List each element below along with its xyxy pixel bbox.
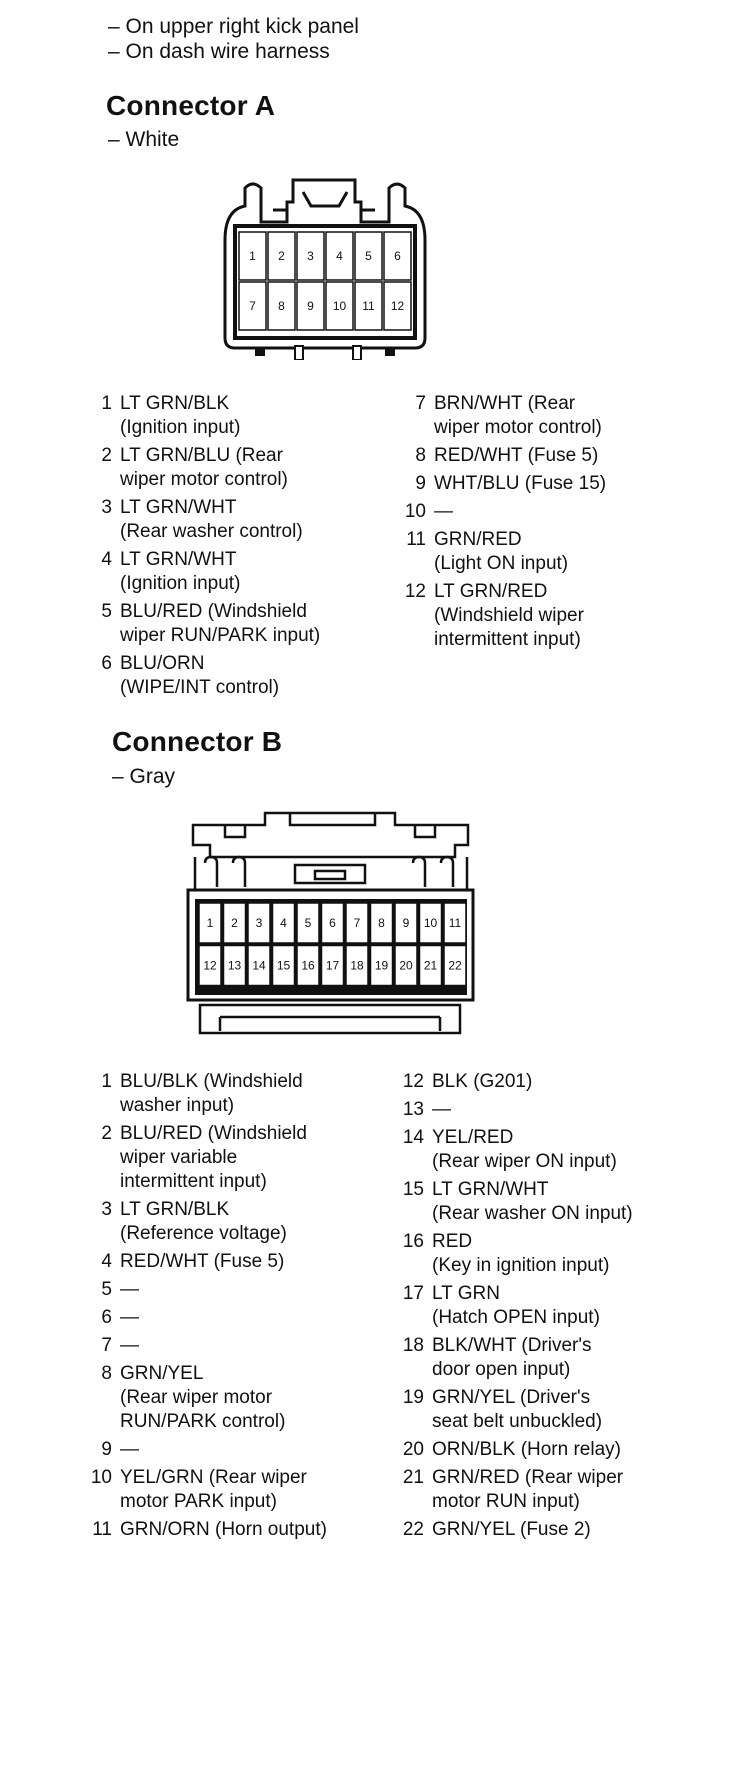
connector-a-pins-right [400, 392, 740, 656]
pin-wire-description: — [120, 1335, 139, 1356]
pin-number: 22 [402, 1519, 424, 1540]
pin-entry [398, 1438, 748, 1462]
connector-b-pins-right [398, 1070, 748, 1546]
pin-entry [400, 472, 740, 496]
cavity-number: 7 [353, 916, 361, 930]
pin-wire-description: LT GRN/WHT (Rear washer ON input) [432, 1179, 633, 1224]
pin-wire-description: BLK (G201) [432, 1071, 533, 1092]
cavity-number: 12 [203, 958, 217, 973]
pin-entry [86, 1198, 416, 1246]
pin-entry [398, 1466, 748, 1514]
pin-entry [86, 1278, 416, 1302]
pin-number: 18 [402, 1335, 424, 1356]
pin-number: 12 [404, 581, 426, 602]
pin-wire-description: LT GRN/WHT (Ignition input) [120, 549, 241, 594]
cavity-number: 12 [390, 299, 405, 313]
pin-wire-description: LT GRN/BLK (Reference voltage) [120, 1199, 287, 1244]
cavity-number: 6 [329, 916, 336, 930]
pin-entry [86, 652, 406, 700]
pin-number: 6 [101, 1307, 112, 1328]
pin-wire-description: LT GRN/WHT (Rear washer control) [120, 497, 303, 542]
pin-number: 19 [402, 1387, 424, 1408]
pin-entry [86, 444, 406, 492]
pin-number: 13 [402, 1099, 424, 1120]
cavity-number: 7 [249, 299, 256, 313]
pin-wire-description: LT GRN/BLK (Ignition input) [120, 393, 241, 438]
connector-a-pins-left [86, 392, 406, 704]
pin-number: 2 [101, 1123, 112, 1144]
cavity-number: 8 [378, 916, 385, 930]
pin-number: 14 [402, 1127, 424, 1148]
pin-wire-description: — [120, 1439, 139, 1460]
pin-entry [400, 580, 740, 652]
location-item: – On upper right kick panel [108, 15, 359, 38]
cavity-number: 10 [332, 299, 347, 313]
cavity-number: 19 [374, 958, 389, 973]
pin-number: 3 [101, 497, 112, 518]
pin-entry [86, 392, 406, 440]
pin-entry [86, 1438, 416, 1462]
cavity-number: 10 [423, 916, 438, 930]
pin-entry [400, 528, 740, 576]
connector-b-title: Connector B [112, 726, 283, 757]
pin-number: 7 [415, 393, 426, 414]
cavity-number: 17 [325, 958, 340, 973]
pin-number: 7 [101, 1335, 112, 1356]
cavity-number: 1 [206, 916, 214, 930]
pin-entry [398, 1178, 748, 1226]
pin-entry [398, 1126, 748, 1174]
connector-a-color: – White [108, 128, 180, 151]
cavity-number: 20 [399, 958, 413, 973]
cavity-number: 6 [394, 249, 401, 263]
cavity-number: 9 [402, 916, 410, 930]
pin-wire-description: BLK/WHT (Driver's door open input) [432, 1335, 592, 1380]
pin-wire-description: BLU/RED (Windshield wiper variable intermittent input) [120, 1123, 307, 1192]
pin-entry [86, 1334, 416, 1358]
connector-b-pins-left [86, 1070, 416, 1546]
pin-number: 5 [101, 1279, 112, 1300]
cavity-number: 22 [448, 958, 462, 973]
pin-number: 1 [101, 393, 112, 414]
cavity-number: 11 [448, 916, 462, 930]
pin-entry [398, 1098, 748, 1122]
cavity-number: 8 [278, 299, 285, 313]
pin-entry [86, 1070, 416, 1118]
cavity-number: 16 [301, 958, 315, 973]
pin-wire-description: LT GRN (Hatch OPEN input) [432, 1283, 600, 1328]
cavity-number: 13 [227, 958, 242, 973]
pin-number: 16 [402, 1231, 424, 1252]
pin-entry [398, 1334, 748, 1382]
pin-wire-description: BLU/ORN (WIPE/INT control) [120, 653, 280, 698]
cavity-number: 4 [280, 916, 287, 930]
location-list [108, 14, 359, 64]
pin-wire-description: RED/WHT (Fuse 5) [120, 1251, 285, 1272]
pin-number: 12 [402, 1071, 424, 1092]
pin-number: 21 [402, 1467, 424, 1488]
pin-wire-description: GRN/YEL (Fuse 2) [432, 1519, 591, 1540]
pin-number: 9 [101, 1439, 112, 1460]
pin-number: 11 [92, 1519, 112, 1540]
pin-wire-description: LT GRN/RED (Windshield wiper intermittent input) [434, 581, 584, 650]
pin-number: 4 [101, 549, 112, 570]
pin-wire-description: GRN/YEL (Rear wiper motor RUN/PARK control) [120, 1363, 286, 1432]
pin-wire-description: — [434, 501, 453, 522]
pin-wire-description: GRN/YEL (Driver's seat belt unbuckled) [432, 1387, 603, 1432]
location-item: – On dash wire harness [108, 40, 330, 64]
connector-a-title: Connector A [106, 90, 276, 121]
pin-entry [400, 444, 740, 468]
cavity-number: 14 [252, 958, 266, 973]
pin-entry [86, 1518, 416, 1542]
pin-entry [398, 1282, 748, 1330]
pin-number: 8 [101, 1363, 112, 1384]
pin-number: 15 [402, 1179, 424, 1200]
cavity-number: 5 [365, 249, 372, 263]
connector-b-color: – Gray [112, 765, 176, 788]
pin-number: 10 [90, 1467, 112, 1488]
pin-wire-description: ORN/BLK (Horn relay) [432, 1439, 621, 1460]
cavity-number: 11 [362, 299, 375, 313]
cavity-number: 3 [307, 249, 314, 263]
pin-wire-description: WHT/BLU (Fuse 15) [434, 473, 607, 494]
cavity-number: 3 [255, 916, 263, 930]
pin-entry [86, 1466, 416, 1514]
pin-wire-description: GRN/RED (Light ON input) [434, 529, 569, 574]
pin-wire-description: GRN/ORN (Horn output) [120, 1519, 327, 1540]
pin-number: 2 [101, 445, 112, 466]
pin-entry [400, 500, 740, 524]
pin-entry [86, 600, 406, 648]
pin-entry [86, 496, 406, 544]
pin-wire-description: — [432, 1099, 451, 1120]
pin-number: 5 [101, 601, 112, 622]
pin-entry [400, 392, 740, 440]
pin-entry [86, 1362, 416, 1434]
pin-number: 4 [101, 1251, 112, 1272]
cavity-number: 9 [307, 299, 314, 313]
pin-entry [86, 1122, 416, 1194]
pin-wire-description: YEL/RED (Rear wiper ON input) [432, 1127, 617, 1172]
pin-wire-description: GRN/RED (Rear wiper motor RUN input) [432, 1467, 624, 1512]
cavity-number: 1 [249, 249, 256, 263]
cavity-number: 2 [278, 249, 285, 263]
pin-wire-description: — [120, 1279, 139, 1300]
pin-wire-description: RED (Key in ignition input) [432, 1231, 610, 1276]
cavity-number: 5 [304, 916, 312, 930]
pin-wire-description: BRN/WHT (Rear wiper motor control) [434, 393, 602, 438]
pin-number: 17 [402, 1283, 424, 1304]
pin-wire-description: YEL/GRN (Rear wiper motor PARK input) [120, 1467, 307, 1512]
cavity-number: 4 [336, 249, 343, 263]
pin-number: 9 [415, 473, 426, 494]
pin-number: 8 [415, 445, 426, 466]
pin-entry [86, 548, 406, 596]
pin-entry [86, 1250, 416, 1274]
pin-wire-description: LT GRN/BLU (Rear wiper motor control) [120, 445, 288, 490]
connector-a-diagram [215, 170, 435, 360]
cavity-number: 2 [231, 916, 238, 930]
pin-entry [86, 1306, 416, 1330]
pin-wire-description: RED/WHT (Fuse 5) [434, 445, 599, 466]
pin-wire-description: — [120, 1307, 139, 1328]
pin-entry [398, 1230, 748, 1278]
pin-number: 1 [101, 1071, 112, 1092]
pin-wire-description: BLU/BLK (Windshield washer input) [120, 1071, 303, 1116]
pin-number: 20 [402, 1439, 424, 1460]
connector-b-diagram [185, 805, 480, 1040]
pin-entry [398, 1070, 748, 1094]
cavity-number: 18 [350, 958, 364, 973]
pin-number: 6 [101, 653, 112, 674]
pin-number: 3 [101, 1199, 112, 1220]
pin-wire-description: BLU/RED (Windshield wiper RUN/PARK input) [120, 601, 321, 646]
pin-number: 10 [404, 501, 426, 522]
pin-entry [398, 1518, 748, 1542]
cavity-number: 15 [276, 958, 291, 973]
pin-number: 11 [406, 529, 426, 550]
pin-entry [398, 1386, 748, 1434]
cavity-number: 21 [423, 958, 438, 973]
